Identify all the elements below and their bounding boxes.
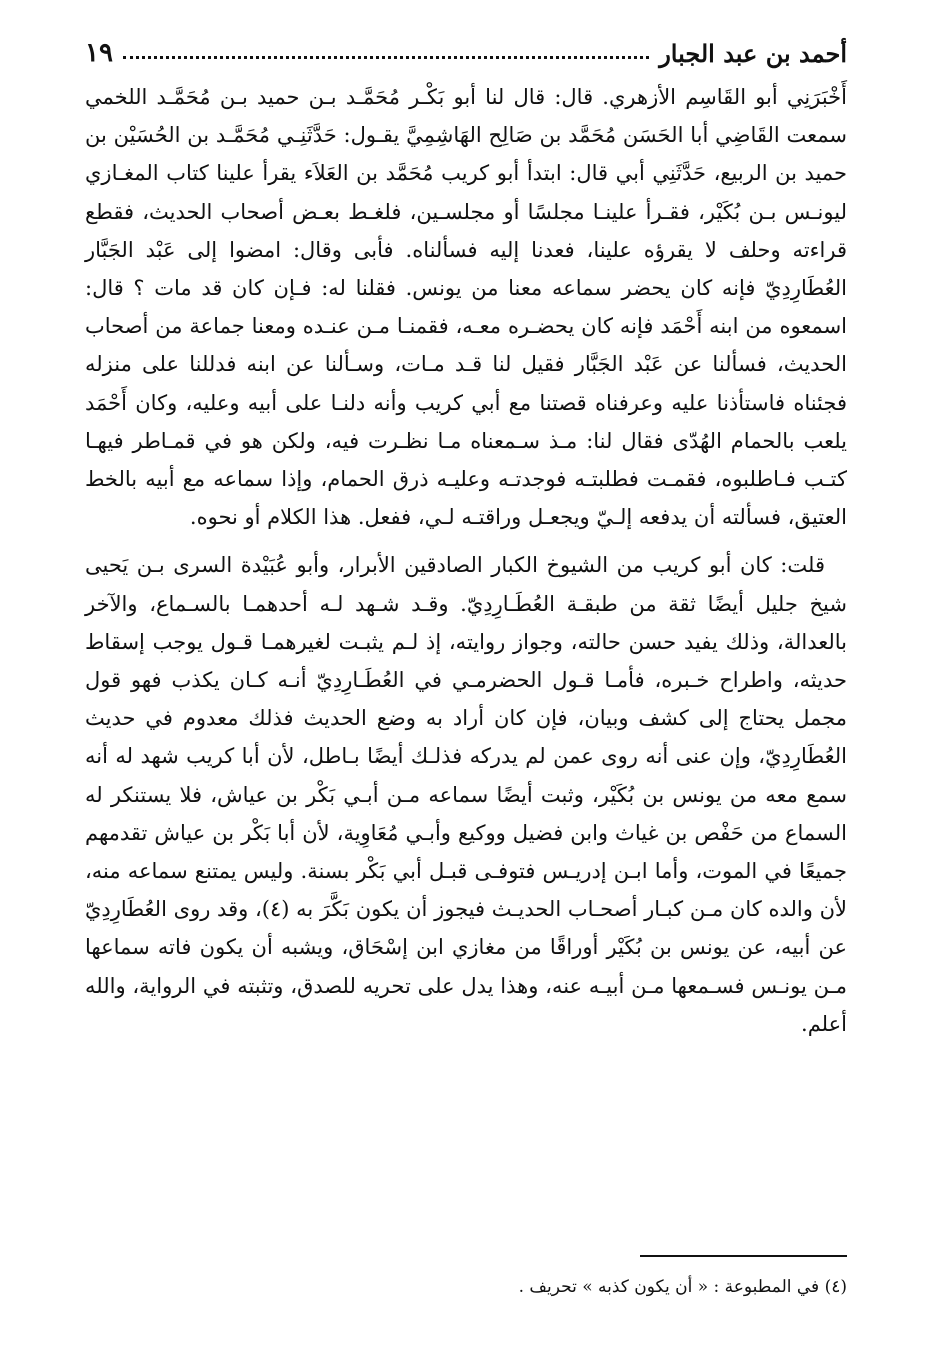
header-dot-leader (123, 55, 649, 59)
footnote-divider (640, 1255, 847, 1257)
paragraph-2: قلت: كان أبو كريب من الشيوخ الكبار الصادقين الأبرار، وأبو عُبَيْدة السرى بـن يَحيى شيخ جليل أيضًا ثقة من طبقـة العُطَـارِدِيّ. وقـد شـهد لـه أحدهمـا بالسـماع، والآخر بالعدالة، وذلك يفيد حسن حالته، وجواز روايته، إذ لـم يثبـت لغيرهمـا قـول يوجب إسقاط حديثه، واطراح خـبره، فأمـا قـول الحضرمـي في العُطَـارِدِيّ أنـه كـان يكذب فهو قول مجمل يحتاج إلى كشف وبيان، فإن كان أراد به وضع الحديث فذلك معدوم في حديث العُطَارِدِيّ، وإن عنى أنه روى عمن لم يدركه فذلـك أيضًا بـاطل، لأن أبا كريب شهد له أنه سمع معه من يونس بن بُكَيْر، وثبت أيضًا سماعه مـن أبـي بَكْر بن عياش، فلا يستنكر له السماع من حَفْص بن غياث وابن فضيل ووكيع وأبـي مُعَاوِية، لأن أبا بَكْر بن عياش تقدمهم جميعًا في الموت، وأما ابـن إدريـس فتوفـى قبـل أبي بَكْر بسنة. وليس يمتنع سماعه منه، لأن والده كان مـن كبـار أصحـاب الحديـث فيجوز أن يكون بَكَّرَ به (٤)، وقد روى العُطَارِدِيّ عن أبيه، عن يونس بن بُكَيْر أوراقًا من مغازي ابن إسْحَاق، ويشبه أن يكون فاته سماعها مـن يونـس فسـمعها مـن أبيـه عنه، وهذا يدل على تحريه للصدق، وتثبته في الرواية، والله أعلم. (85, 553, 847, 1036)
running-header (85, 28, 847, 68)
main-text (85, 78, 847, 1043)
header-title: أحمد بن عبد الجبار (659, 39, 847, 68)
footnote: (٤) في المطبوعة : « أن يكون كذبه » تحريف . (518, 1277, 847, 1297)
page-number: ١٩ (85, 38, 113, 68)
paragraph-1: أَخْبَرَنِي أبو القَاسِم الأزهري. قال: قال لنا أبو بَكْـر مُحَمَّـد بـن حميد بـن مُحَمَّـد اللخمي سمعت القَاضِي أبا الحَسَن مُحَمَّد بن صَالِح الهَاشِمِيَّ يقـول: حَدَّثَنِـي مُحَمَّـد بن الحُسَيْن بن حميد بن الربيع، حَدَّثَنِي أبي قال: ابتدأ أبو كريب مُحَمَّد بن العَلاَء يقرأ علينا كتاب المغـازي ليونـس بـن بُكَيْر، فقـرأ علينـا مجلسًا أو مجلسـين، فلغـط بعـض أصحاب الحديث، فقطع قراءته وحلف لا يقرؤه علينا، فعدنا إليه فسألناه. فأبى وقال: امضوا إلى عَبْد الجَبَّار العُطَارِدِيّ فإنه كان يحضر سماعه معنا من يونس. فقلنا له: فـإن كان قد مات ؟ قال: اسمعوه من ابنه أَحْمَد فإنه كان يحضـره معـه، فقمنـا مـن عنـده ومعنا جماعة من أصحاب الحديث، فسألنا عن عَبْد الجَبَّار فقيل لنا قـد مـات، وسـألنا عن ابنه فدللنا على منزله فجئناه فاستأذنا عليه وعرفناه قصتنا مع أبي كريب وأنه دلنـا على أبيه وعليه، وكان أَحْمَد يلعب بالحمام الهُدّى فقال لنا: مـذ سـمعناه مـا نظـرت فيه، ولكن هو في قمـاطر فيهـا كتـب فـاطلبوه، فقمـت فطلبتـه فوجدتـه وعليـه ذرق الحمام، وإذا سماعه مع أبيه بالخط العتيق، فسألته أن يدفعه إلـيّ ويجعـل وراقتـه لـي، ففعل. هذا الكلام أو نحوه. (85, 85, 847, 530)
